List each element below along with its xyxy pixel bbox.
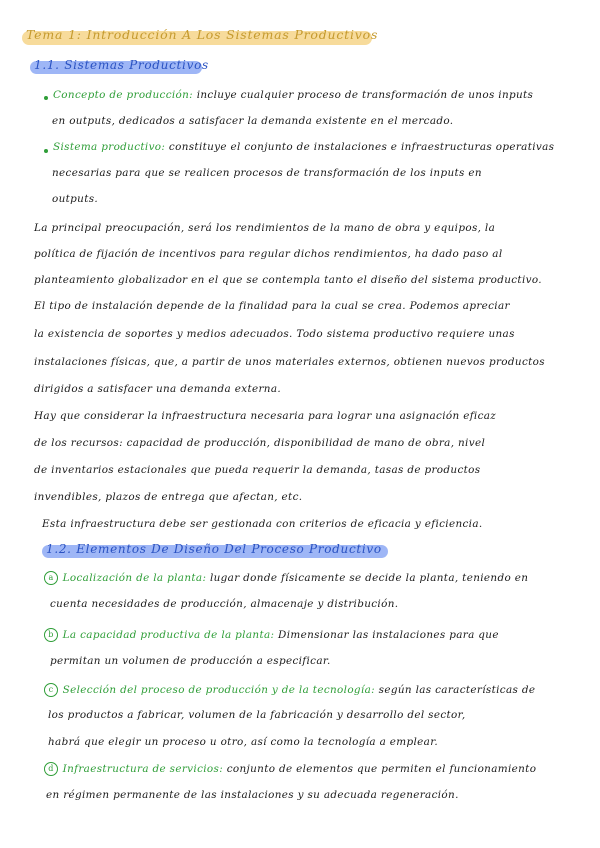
bullet-dot [44,149,48,153]
paragraph-line: invendibles, plazos de entrega que afectan, etc. [34,491,303,503]
section-1-heading: 1.1. Sistemas Productivos [34,58,209,72]
system-line-3: outputs. [52,193,99,205]
concept-term: Concepto de producción: [53,89,194,101]
paragraph-line: Hay que considerar la infraestructura necesaria para lograr una asignación eficaz [34,410,497,422]
item-d-line-2: en régimen permanente de las instalaciones y su adecuada regeneración. [46,789,459,801]
paragraph-line: Esta infraestructura debe ser gestionada con criterios de eficacia y eficiencia. [42,518,483,530]
item-marker: d [44,762,58,776]
concept-line-1 [53,89,533,101]
bullet-dot [44,96,48,100]
item-b-term: La capacidad productiva de la planta: [62,629,275,641]
item-marker: c [44,683,58,697]
item-b-line-2: permitan un volumen de producción a especificar. [50,655,331,667]
paragraph-line: planteamiento globalizador en el que se contempla tanto el diseño del sistema productivo. [34,274,542,286]
paragraph-line: instalaciones físicas, que, a partir de unos materiales externos, obtienen nuevos productos [34,356,545,368]
item-b-line-1 [44,628,499,642]
paragraph-line: El tipo de instalación depende de la finalidad para la cual se crea. Podemos apreciar [34,300,510,312]
item-a-term: Localización de la planta: [62,572,207,584]
item-marker: b [44,628,58,642]
concept-text: incluye cualquier proceso de transformación de unos inputs [196,89,534,101]
paragraph-line: La principal preocupación, será los rendimientos de la mano de obra y equipos, la [34,222,496,234]
system-line-1 [53,141,554,153]
item-d-line-1 [44,762,536,776]
concept-line-2: en outputs, dedicados a satisfacer la demanda existente en el mercado. [52,115,454,127]
system-line-2: necesarias para que se realicen procesos de transformación de los inputs en [52,167,482,179]
item-marker: a [44,571,58,585]
item-c-line-1 [44,683,535,697]
page-title: Tema 1: Introducción A Los Sistemas Productivos [26,27,379,42]
item-c-term: Selección del proceso de producción y de la tecnología: [62,684,375,696]
paragraph-line: de los recursos: capacidad de producción, disponibilidad de mano de obra, nivel [34,437,486,449]
item-c-line-3: habrá que elegir un proceso u otro, así como la tecnología a emplear. [48,736,439,748]
system-term: Sistema productivo: [53,141,166,153]
system-text: constituye el conjunto de instalaciones e infraestructuras operativas [168,141,555,153]
item-a-line-1 [44,571,528,585]
item-b-text: Dimensionar las instalaciones para que [278,629,499,641]
paragraph-line: la existencia de soportes y medios adecuados. Todo sistema productivo requiere unas [34,328,515,340]
paragraph-line: política de fijación de incentivos para regular dichos rendimientos, ha dado paso al [34,248,503,260]
item-d-term: Infraestructura de servicios: [62,763,224,775]
item-c-line-2: los productos a fabricar, volumen de la fabricación y desarrollo del sector, [48,709,466,721]
item-a-line-2: cuenta necesidades de producción, almacenaje y distribución. [50,598,399,610]
section-2-heading: 1.2. Elementos De Diseño Del Proceso Productivo [46,542,382,556]
item-d-text: conjunto de elementos que permiten el funcionamiento [226,763,537,775]
item-a-text: lugar donde físicamente se decide la planta, teniendo en [209,572,529,584]
item-c-text: según las características de [378,684,536,696]
paragraph-line: de inventarios estacionales que pueda requerir la demanda, tasas de productos [34,464,481,476]
paragraph-line: dirigidos a satisfacer una demanda externa. [34,383,282,395]
